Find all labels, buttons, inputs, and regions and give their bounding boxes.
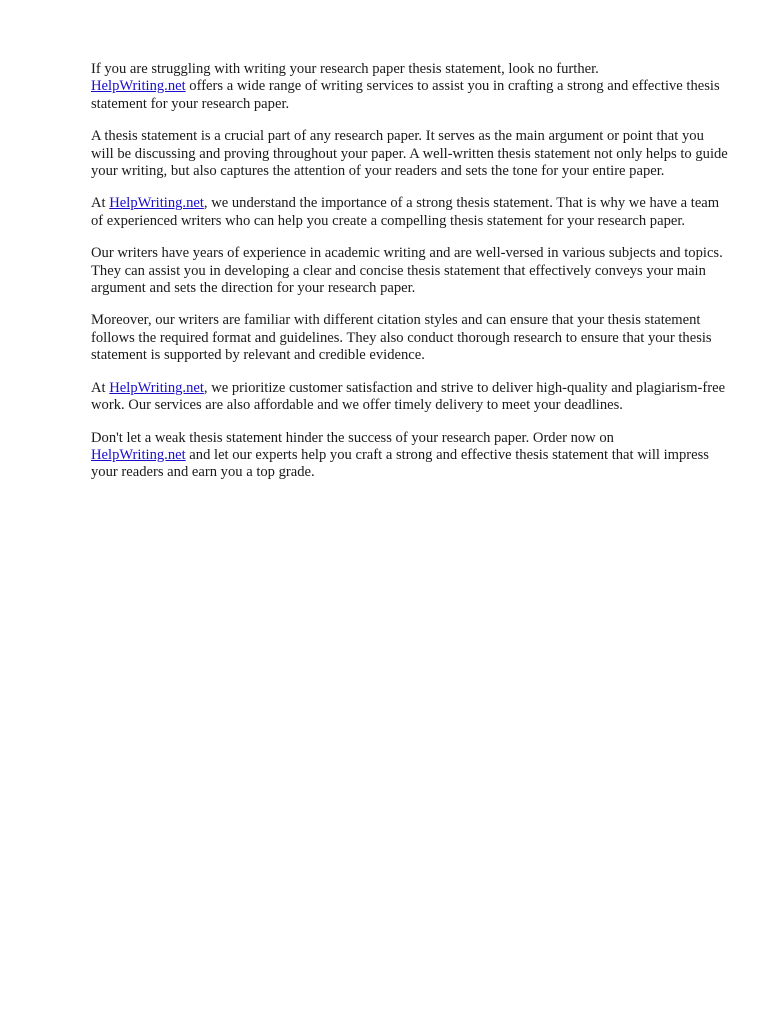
paragraph-writers-experience-text: Our writers have years of experience in academic writing and are well-versed in various subjects and topics. They can assist you in developing a clear and concise thesis statement that effectively conveys your main argument and sets the direction for your research paper. [91, 245, 723, 297]
paragraph-call-to-action-text-after: and let our experts help you craft a strong and effective thesis statement that will impress your readers and earn you a top grade. [91, 446, 709, 481]
paragraph-call-to-action-text-before: Don't let a weak thesis statement hinder the success of your research paper. Order now on [91, 429, 614, 446]
document-body [91, 61, 728, 482]
helpwriting-link[interactable]: HelpWriting.net [91, 446, 186, 463]
paragraph-customer-satisfaction [91, 380, 728, 415]
paragraph-customer-satisfaction-text-before: At [91, 379, 110, 396]
paragraph-intro-text-after: offers a wide range of writing services to assist you in crafting a strong and effective thesis statement for your research paper. [91, 78, 720, 112]
paragraph-intro-text-before: If you are struggling with writing your research paper thesis statement, look no further. [91, 61, 599, 77]
paragraph-writers-experience [91, 245, 728, 297]
paragraph-thesis-definition-text: A thesis statement is a crucial part of any research paper. It serves as the main argument or point that you will be discussing and proving throughout your paper. A well-written thesis statement not only helps to guide your writing, but also captures the attention of your readers and sets the tone for your entire paper. [91, 128, 728, 180]
paragraph-call-to-action [91, 430, 728, 482]
paragraph-customer-satisfaction-text-after: , we prioritize customer satisfaction and strive to deliver high-quality and plagiarism-free work. Our services are also affordable and we offer timely delivery to meet your deadlines. [91, 379, 726, 414]
paragraph-importance [91, 195, 728, 230]
paragraph-importance-text-before: At [91, 195, 110, 212]
paragraph-citation-styles [91, 312, 728, 364]
helpwriting-link[interactable]: HelpWriting.net [109, 195, 204, 212]
paragraph-intro [91, 61, 728, 113]
paragraph-importance-text-after: , we understand the importance of a strong thesis statement. That is why we have a team of experienced writers who can help you create a compelling thesis statement for your research paper. [91, 195, 720, 229]
helpwriting-link[interactable]: HelpWriting.net [91, 78, 186, 95]
paragraph-thesis-definition [91, 128, 728, 180]
paragraph-citation-styles-text: Moreover, our writers are familiar with different citation styles and can ensure that your thesis statement follows the required format and guidelines. They also conduct thorough research to ensure that your thesis statement is supported by relevant and credible evidence. [91, 312, 712, 364]
helpwriting-link[interactable]: HelpWriting.net [109, 379, 204, 396]
